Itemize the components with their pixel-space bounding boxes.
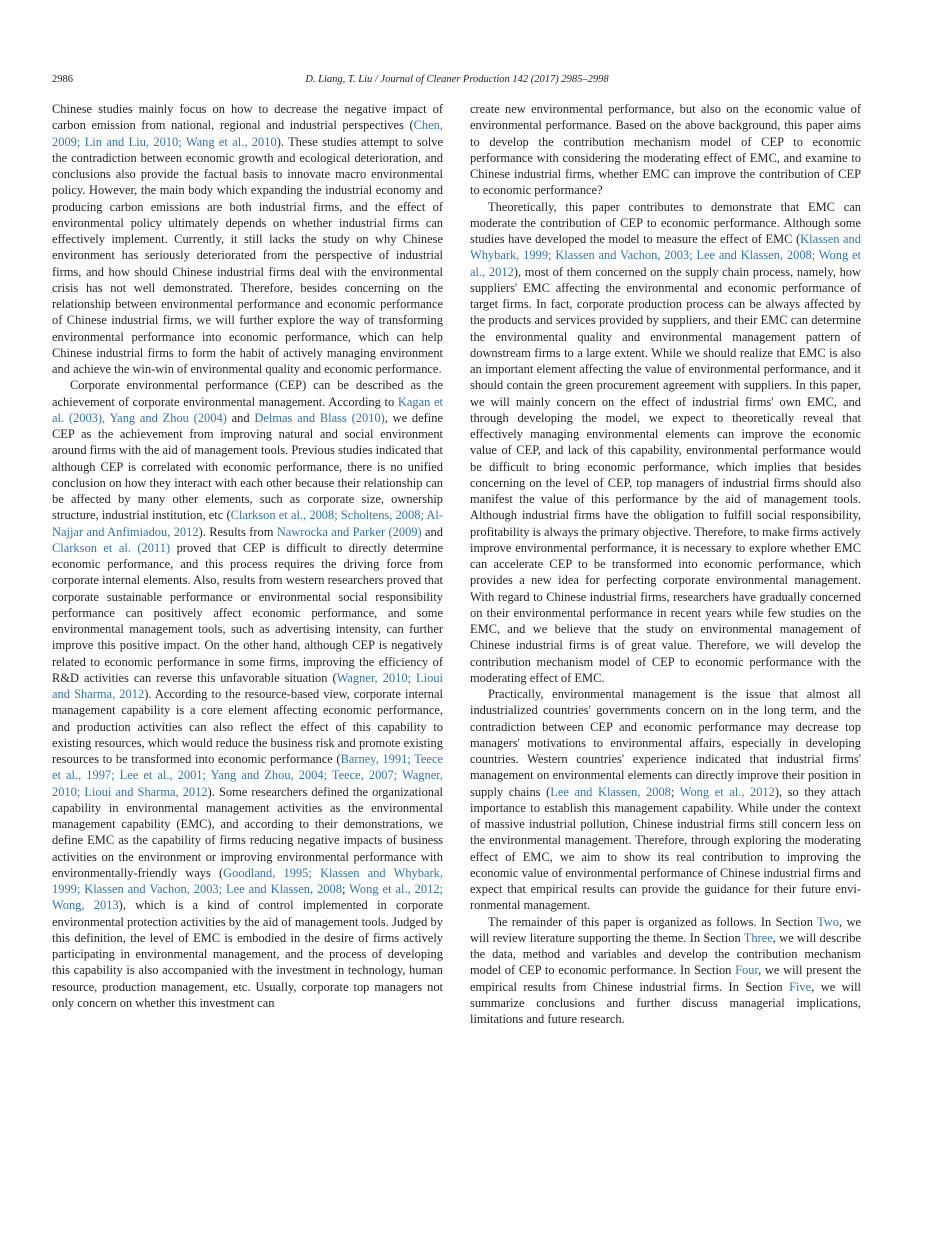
citation-link[interactable]: Chen, 2009; Lin and Liu, 2010; Wang et al., 2010 [52, 118, 443, 149]
citation-link[interactable]: Barney, 1991; Teece et al., 1997; Lee et al., 2001; Yang and Zhou, 2004; Teece, 2007; Wagner, 2010; Lioui and Sharma, 2012 [52, 752, 443, 799]
text-run: ). These studies attempt to solve the contradiction between economic growth and ecological deterioration, and conclusions also provide the factual basis to innovate macro environmental policy. However, the main body which expanding the industrial economy and producing carbon emissions are both industrial firms, and the effect of environmental policy ultimately depends on whether industrial firms can effectively implement. Currently, it still lacks the study on why Chinese environment has seriously deteriorated from the perspective of industrial firms, and how should Chinese industrial firms deal with the environmental crisis has not well demonstrated. Therefore, besides concerning on the relationship between environmental performance and economic performance of Chinese industrial firms, we will further explore the way of transforming environmental performance into economic performance, which can help Chinese industrial firms to form the habit of actively managing environment and achieve the win-win of environmental quality and economic performance. [52, 134, 443, 376]
text-run: , we will summarize conclusions and further discuss managerial implications, limitations and future research. [470, 979, 861, 1026]
citation-link[interactable]: Two [817, 914, 840, 929]
text-run: , we define CEP as the achievement from improving natural and social environment around firms with the aid of management tools. Previous studies indicated that although CEP is correlated with economic performance, there is no unified conclusion on how they interact with each other because their relationship can be affected by many other elements, such as corporate size, ownership structure, industrial institution, etc ( [52, 410, 444, 523]
citation-link[interactable]: Three [743, 930, 773, 945]
text-run: ). Results from [198, 524, 277, 539]
text-run: Practically, environmental management is the issue that almost all industrialized countries' governments concern on in the long term, and the contradiction between CEP and economic performance may decrease top managers' motivations to environmental affairs, especially in developing countries. Western countries' experience indicated that industrial firms' management on environmental elements can directly improve their position in supply chains ( [470, 687, 861, 799]
text-run: proved that CEP is difficult to directly determine economic performance, and this process requires the driving force from corporate internal elements. Also, results from western researchers proved that corporate sustainable performance or environmental social responsibility performance can positively affect economic performance, and some environmental management tools, such as advertising intensity, can further improve this positive impact. On the other hand, although CEP is negatively related to economic performance in some firms, improving the efficiency of R&D activities can reverse this unfavorable situation ( [52, 540, 443, 685]
citation-link[interactable]: Goodland, 1995; Klassen and Whybark, 1999; Klassen and Vachon, 2003; Lee and Klassen, 2008 [52, 865, 443, 896]
paragraph [470, 101, 861, 199]
text-run: The remainder of this paper is organized as follows. In Section [488, 914, 818, 929]
citation-link[interactable]: Delmas and Blass (2010) [254, 410, 385, 425]
text-run: ; [670, 784, 680, 799]
paragraph [52, 101, 443, 377]
text-run: ), which is a kind of control implemented in corporate environmental protection activities by the aid of management tools. Judged by this definition, the level of EMC is embodied in the desire of firms actively participating in environmental management, and the process of developing this capability is also accompanied with the investment in technology, human resource, production management, etc. Usually, corporate top managers not only concern on whether this investment can [52, 898, 443, 1010]
text-run: , we will describe the data, method and variables and develop the contribution mechanism model of CEP to economic performance. In Section [470, 930, 861, 978]
paragraph [470, 686, 861, 914]
page-number: 2986 [52, 74, 73, 85]
text-run: Corporate environmental performance (CEP) can be described as the achievement of corporate environmental management. According to [52, 378, 443, 409]
paragraph [52, 377, 443, 1011]
citation-link[interactable]: Four [735, 963, 759, 978]
paragraph [470, 199, 861, 687]
text-run: and [421, 524, 443, 539]
citation-link[interactable]: Kagan et al. (2003), Yang and Zhou (2004) [52, 394, 444, 425]
text-run: ). According to the resource-based view, corporate internal management capability is a core element affecting economic performance, and production activities can also reflect the effect of this capability to existing resources, which would reduce the business risk and promote existing resources to be transformed into economic performance ( [52, 687, 443, 766]
text-run: ). Some researchers defined the organizational capability in environmental management activities as the environmental management capability (EMC), and according to their demonstrations, we define EMC as the capability of firms reducing negative impacts of business activities on the environment or improving environmental performance with environmentally-friendly ways ( [52, 784, 443, 880]
text-run: Theoretically, this paper contributes to demonstrate that EMC can moderate the contribution of CEP to economic performance. Although some studies have developed the model to measure the effect of EMC ( [470, 199, 861, 246]
citation-link[interactable]: Nawrocka and Parker (2009) [276, 524, 422, 539]
citation-link[interactable]: Clarkson et al., 2008; Scholtens, 2008; Al-Najjar and Anfimiadou, 2012 [52, 508, 443, 539]
citation-link[interactable]: Klassen and Whybark, 1999; Klassen and Vachon, 2003; Lee and Klassen, 2008; Wong et al., 2012 [470, 232, 861, 279]
citation-link[interactable]: Wong et al., 2012; Wong, 2013 [52, 882, 444, 913]
citation-link[interactable]: Five [789, 979, 812, 994]
journal-reference: D. Liang, T. Liu / Journal of Cleaner Production 142 (2017) 2985–2998 [305, 74, 609, 85]
text-run: ), so they attach importance to establish this management capability. While under the context of massive industrial pollution, Chinese industrial firms still concern less on the environmental management. Therefore, through exploring the moderating effect of EMC, we aim to show its real contribution to improving the economic value of environmental performance of Chinese industrial firms and expect that empirical results can provide the guidance for their future environmental management. [470, 784, 861, 913]
citation-link[interactable]: Lee and Klassen, 2008 [550, 784, 671, 799]
text-run: and [226, 410, 255, 425]
text-run: , we will present the empirical results from Chinese industrial firms. In Section [470, 963, 861, 994]
text-run: , we will review literature supporting the theme. In Section [470, 914, 861, 945]
text-run: ), most of them concerned on the supply chain process, namely, how suppliers' EMC affecting the environmental and economic performance of target firms. In fact, corporate production process can be always affected by the products and services provided by suppliers, and their EMC can determine the environmental quality and environmental management pattern of downstream firms to a large extent. While we should realize that EMC is also an important element affecting the value of environmental performance, and it should contain the green procurement agreement with suppliers. In this paper, we will mainly concern on the effect of industrial firms' own EMC, and through developing the model, we expect to theoretically reveal that effectively managing environmental elements can improve the economic value of CEP, and lack of this capability, environmental performance would be difficult to bring economic performance, which implies that besides concerning on the level of CEP, top managers of industrial firms should also manifest the value of this performance by the aid of management tools. Although industrial firms have the obligation to fulfill social responsibility, profitability is always the primary objective. Therefore, to make firms actively improve environmental performance, it is necessary to explore whether EMC can accelerate CEP to be transformed into economic performance, which provides a new idea for perfecting corporate environmental management. With regard to Chinese industrial firms, researchers have gradually concerned on their environmental performance in recent years while few studies on the EMC, and we believe that the study on environmental management of Chinese industrial firms is of great value. Therefore, we will develop the contribution mechanism model of CEP to economic performance with the moderating effect of EMC. [470, 264, 861, 685]
right-column [470, 101, 861, 1027]
citation-link[interactable]: Wagner, 2010; Lioui and Sharma, 2012 [52, 670, 444, 701]
running-header [52, 72, 862, 88]
text-run: create new environmental performance, but also on the economic value of environmental performance. Based on the above background, this paper aims to develop the contribution mechanism model of CEP to economic performance with considering the moderating effect of EMC, and examine to Chinese industrial firms, whether EMC can improve the contribution of CEP to economic performance? [470, 102, 861, 198]
citation-link[interactable]: Wong et al., 2012 [679, 784, 775, 799]
paragraph [470, 914, 861, 1028]
citation-link[interactable]: Clarkson et al. (2011) [52, 540, 171, 555]
left-column [52, 101, 443, 1011]
text-run: Chinese studies mainly focus on how to decrease the negative impact of carbon emission from national, regional and industrial perspectives ( [52, 102, 443, 133]
text-run: ; [341, 882, 350, 896]
